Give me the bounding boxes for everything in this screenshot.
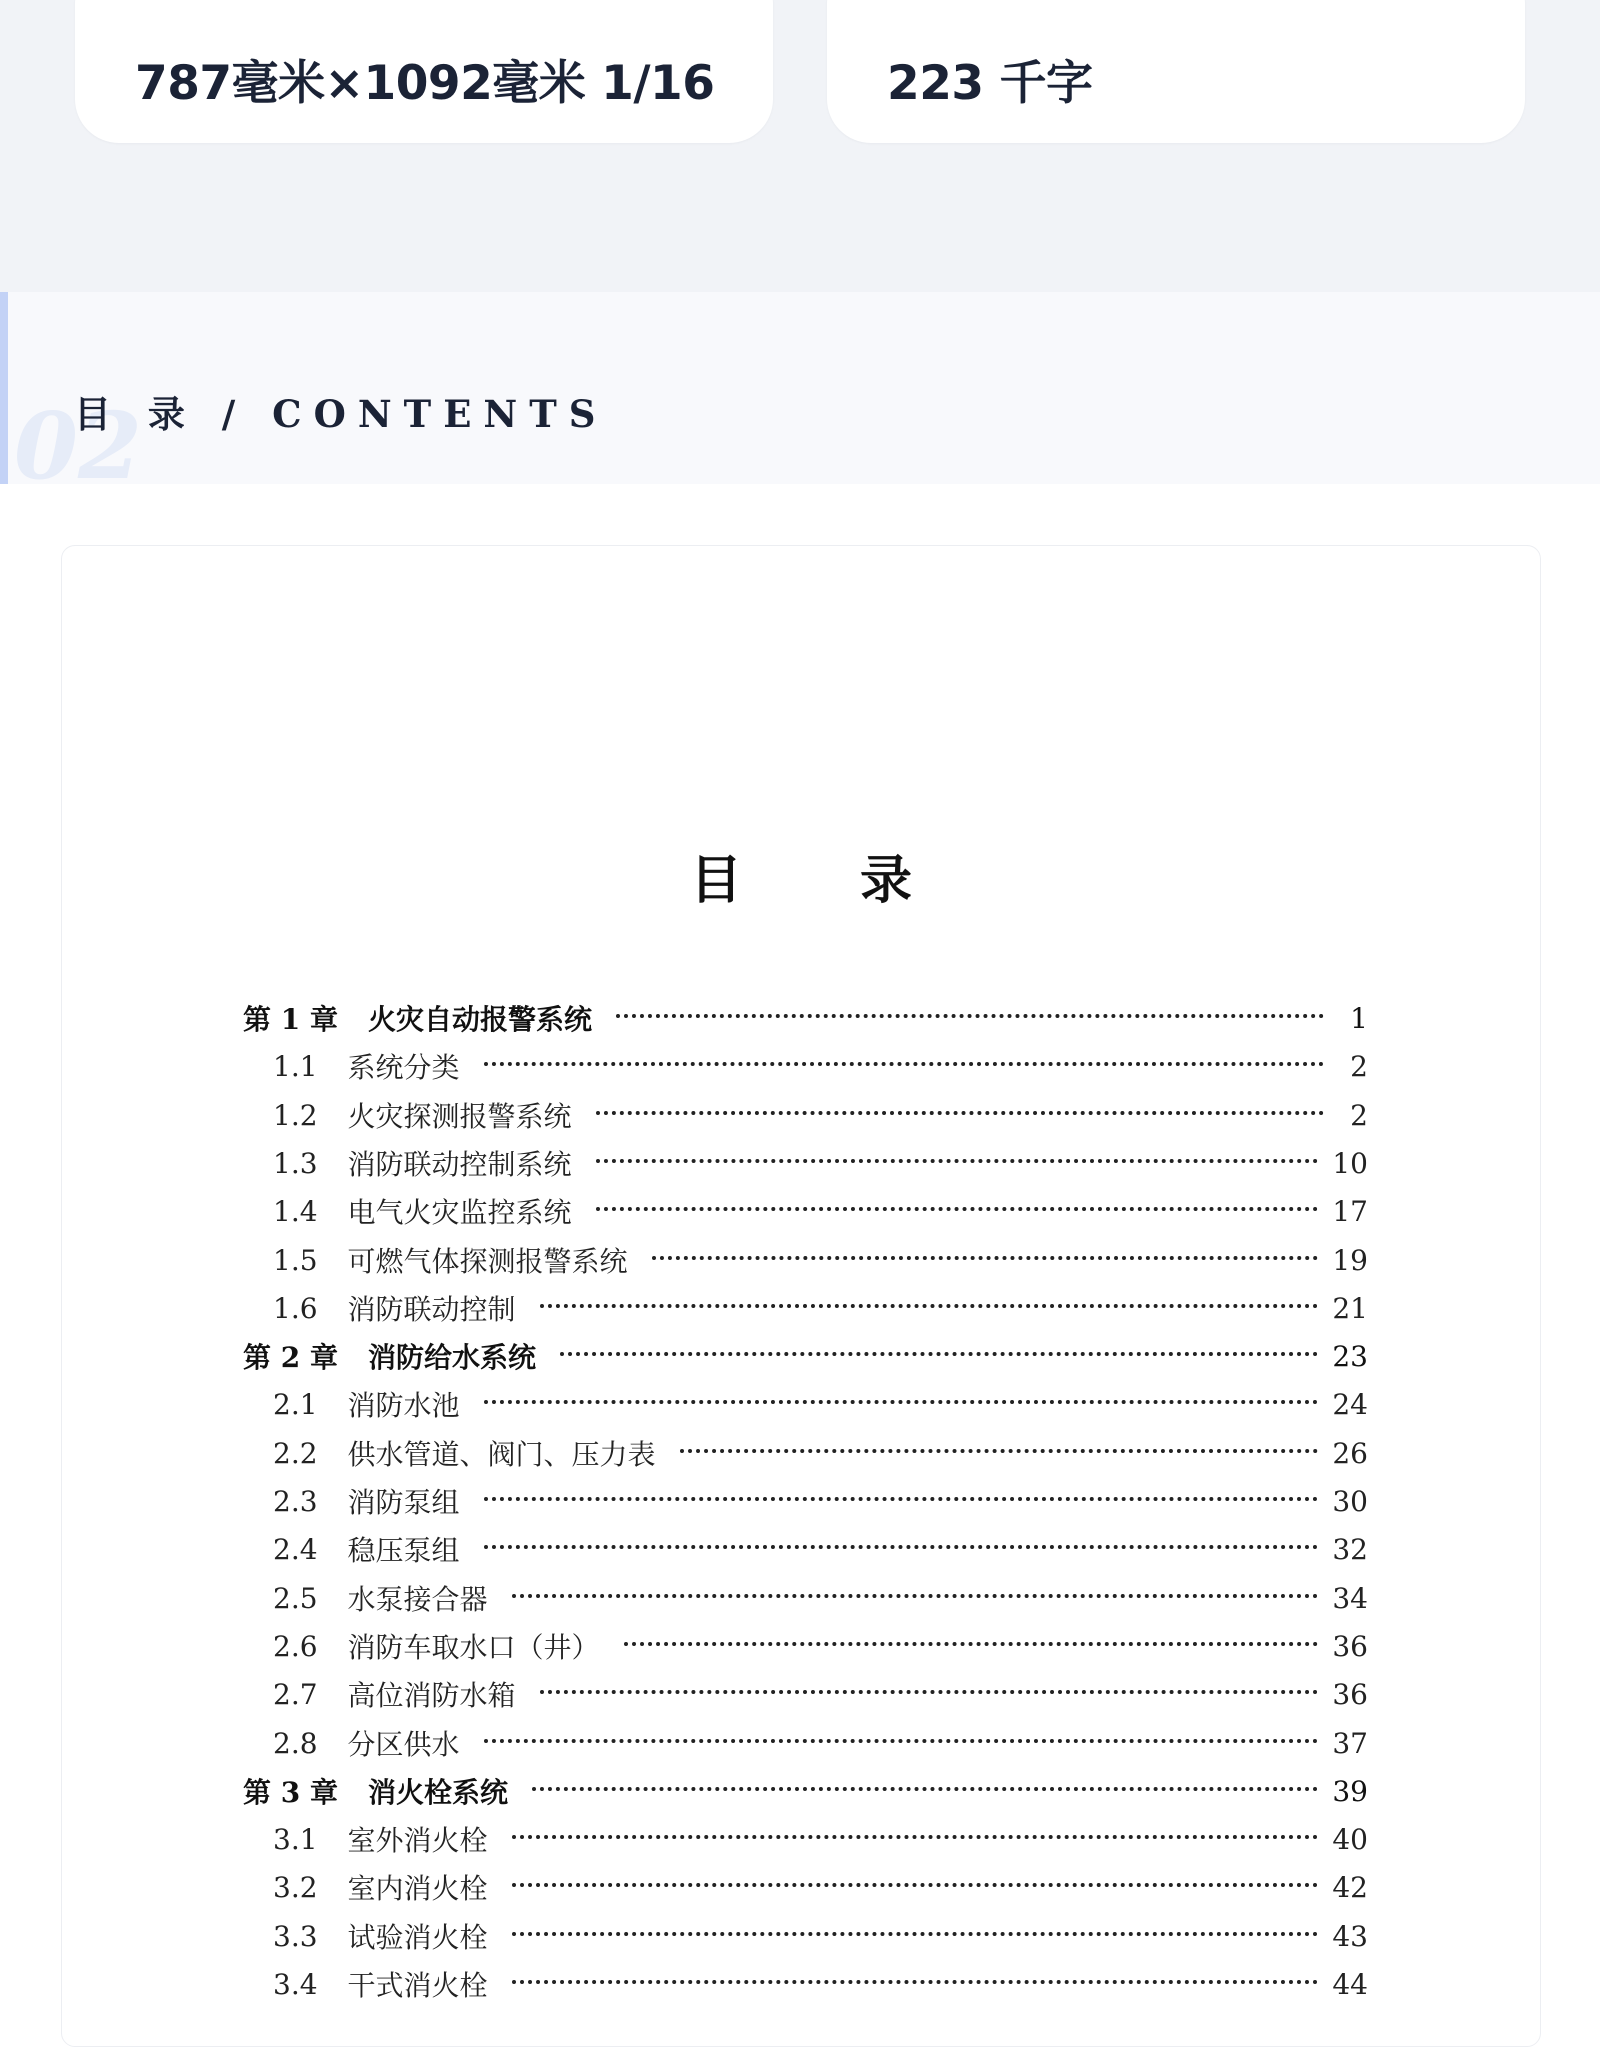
toc-section-row bbox=[273, 1529, 1368, 1569]
toc-dot-leader bbox=[512, 1932, 1319, 1936]
toc-entry-title: 消防车取水口（井） bbox=[347, 1631, 600, 1664]
toc-page-number: 23 bbox=[1332, 1339, 1368, 1373]
toc-entry-number: 第 3 章 bbox=[243, 1776, 338, 1809]
contents-section-title: 目 录 / CONTENTS bbox=[74, 392, 608, 436]
toc-dot-leader bbox=[540, 1690, 1319, 1694]
toc-section-row bbox=[273, 1481, 1368, 1521]
toc-entry-title: 可燃气体探测报警系统 bbox=[347, 1245, 628, 1278]
toc-dot-leader bbox=[484, 1545, 1319, 1549]
toc-dot-leader bbox=[512, 1883, 1319, 1887]
toc-page-number: 43 bbox=[1332, 1919, 1368, 1953]
toc-dot-leader bbox=[596, 1207, 1319, 1211]
toc-entry-number: 2.6 bbox=[273, 1629, 318, 1663]
toc-section-row bbox=[273, 1384, 1368, 1424]
toc-entry-title: 消防水池 bbox=[347, 1389, 460, 1422]
toc-entry-number: 1.6 bbox=[273, 1291, 318, 1325]
toc-dot-leader bbox=[484, 1062, 1324, 1066]
toc-entry-number: 3.2 bbox=[273, 1870, 318, 1904]
toc-entry-number: 2.3 bbox=[273, 1484, 318, 1518]
toc-entry-number: 第 2 章 bbox=[243, 1341, 338, 1374]
section-number-watermark: 02 bbox=[14, 392, 143, 500]
toc-page-number: 21 bbox=[1332, 1291, 1368, 1325]
toc-dot-leader bbox=[596, 1111, 1324, 1115]
toc-entry-title: 火灾自动报警系统 bbox=[367, 1003, 592, 1036]
toc-section-row bbox=[273, 1046, 1368, 1086]
toc-entry-title: 消防给水系统 bbox=[367, 1341, 536, 1374]
toc-entry-number: 2.2 bbox=[273, 1436, 318, 1470]
toc-entry-title: 稳压泵组 bbox=[347, 1534, 460, 1567]
toc-dot-leader bbox=[560, 1352, 1318, 1356]
toc-section-row bbox=[273, 1626, 1368, 1666]
toc-page-number: 24 bbox=[1332, 1387, 1368, 1421]
format-spec-card bbox=[75, 0, 773, 143]
toc-section-row bbox=[273, 1191, 1368, 1231]
toc-section-row bbox=[273, 1916, 1368, 1956]
toc-dot-leader bbox=[532, 1787, 1318, 1791]
toc-dot-leader bbox=[484, 1739, 1319, 1743]
word-count-value: 223 千字 bbox=[887, 56, 1093, 111]
toc-dot-leader bbox=[512, 1594, 1319, 1598]
contents-header bbox=[0, 292, 1600, 500]
toc-dot-leader bbox=[616, 1014, 1324, 1018]
toc-section-row bbox=[273, 1867, 1368, 1907]
toc-page-number: 36 bbox=[1332, 1629, 1368, 1663]
toc-entry-title: 高位消防水箱 bbox=[347, 1679, 516, 1712]
toc-page-number: 32 bbox=[1332, 1532, 1368, 1566]
toc-entry-title: 供水管道、阀门、压力表 bbox=[347, 1438, 656, 1471]
toc-page-number: 34 bbox=[1332, 1581, 1368, 1615]
toc-section-row bbox=[273, 1964, 1368, 2004]
toc-page-number: 30 bbox=[1332, 1484, 1368, 1518]
toc-entry-number: 2.7 bbox=[273, 1677, 318, 1711]
toc-dot-leader bbox=[484, 1497, 1319, 1501]
toc-entry-title: 消防泵组 bbox=[347, 1486, 460, 1519]
toc-entry-title: 室外消火栓 bbox=[347, 1824, 488, 1857]
toc-entry-number: 1.1 bbox=[273, 1049, 318, 1083]
toc-section-row bbox=[273, 1240, 1368, 1280]
toc-entry-number: 第 1 章 bbox=[243, 1003, 338, 1036]
toc-page-number: 2 bbox=[1350, 1098, 1368, 1132]
toc-dot-leader bbox=[624, 1642, 1319, 1646]
toc-entry-number: 2.8 bbox=[273, 1726, 318, 1760]
toc-chapter-row bbox=[243, 1336, 1368, 1376]
toc-entry-number: 2.5 bbox=[273, 1581, 318, 1615]
toc-page-number: 1 bbox=[1350, 1001, 1368, 1035]
toc-entry-title: 系统分类 bbox=[347, 1051, 460, 1084]
toc-page-number: 36 bbox=[1332, 1677, 1368, 1711]
toc-dot-leader bbox=[484, 1400, 1319, 1404]
toc-chapter-row bbox=[243, 998, 1368, 1038]
toc-entry-number: 1.5 bbox=[273, 1243, 318, 1277]
toc-dot-leader bbox=[540, 1304, 1319, 1308]
toc-page-number: 2 bbox=[1350, 1049, 1368, 1083]
toc-page-number: 10 bbox=[1332, 1146, 1368, 1180]
toc-chapter-row bbox=[243, 1771, 1368, 1811]
toc-page-number: 40 bbox=[1332, 1822, 1368, 1856]
toc-section-row bbox=[273, 1723, 1368, 1763]
toc-entry-number: 3.1 bbox=[273, 1822, 318, 1856]
toc-entry-title: 消防联动控制 bbox=[347, 1293, 516, 1326]
toc-entry-title: 火灾探测报警系统 bbox=[347, 1100, 572, 1133]
toc-dot-leader bbox=[512, 1980, 1319, 1984]
toc-page-number: 26 bbox=[1332, 1436, 1368, 1470]
toc-heading: 目 录 bbox=[689, 850, 963, 911]
word-count-card bbox=[827, 0, 1525, 143]
toc-entry-number: 1.4 bbox=[273, 1194, 318, 1228]
toc-section-row bbox=[273, 1288, 1368, 1328]
toc-section-row bbox=[273, 1433, 1368, 1473]
toc-entry-number: 3.4 bbox=[273, 1967, 318, 2001]
toc-entry-title: 分区供水 bbox=[347, 1728, 460, 1761]
toc-section-row bbox=[273, 1819, 1368, 1859]
toc-entry-title: 室内消火栓 bbox=[347, 1872, 488, 1905]
toc-entry-title: 电气火灾监控系统 bbox=[347, 1196, 572, 1229]
toc-page-number: 19 bbox=[1332, 1243, 1368, 1277]
toc-entry-title: 水泵接合器 bbox=[347, 1583, 488, 1616]
toc-section-row bbox=[273, 1674, 1368, 1714]
toc-entry-title: 试验消火栓 bbox=[347, 1921, 488, 1954]
toc-entry-number: 1.2 bbox=[273, 1098, 318, 1132]
toc-dot-leader bbox=[596, 1159, 1319, 1163]
accent-bar bbox=[0, 292, 8, 484]
toc-page-number: 39 bbox=[1332, 1774, 1368, 1808]
toc-dot-leader bbox=[652, 1256, 1319, 1260]
toc-page-image bbox=[61, 545, 1541, 2047]
toc-entry-number: 2.1 bbox=[273, 1387, 318, 1421]
toc-page-number: 17 bbox=[1332, 1194, 1368, 1228]
toc-entry-title: 消防联动控制系统 bbox=[347, 1148, 572, 1181]
format-spec-value: 787毫米×1092毫米 1/16 bbox=[135, 56, 715, 111]
toc-section-row bbox=[273, 1578, 1368, 1618]
toc-dot-leader bbox=[512, 1835, 1319, 1839]
toc-section-row bbox=[273, 1143, 1368, 1183]
toc-entry-number: 1.3 bbox=[273, 1146, 318, 1180]
toc-entry-number: 3.3 bbox=[273, 1919, 318, 1953]
spec-section bbox=[0, 0, 1600, 292]
toc-page-number: 37 bbox=[1332, 1726, 1368, 1760]
toc-page-number: 42 bbox=[1332, 1870, 1368, 1904]
toc-dot-leader bbox=[680, 1449, 1319, 1453]
toc-section-row bbox=[273, 1095, 1368, 1135]
toc-entry-title: 干式消火栓 bbox=[347, 1969, 488, 2002]
toc-page-number: 44 bbox=[1332, 1967, 1368, 2001]
toc-entry-title: 消火栓系统 bbox=[367, 1776, 508, 1809]
toc-entry-number: 2.4 bbox=[273, 1532, 318, 1566]
